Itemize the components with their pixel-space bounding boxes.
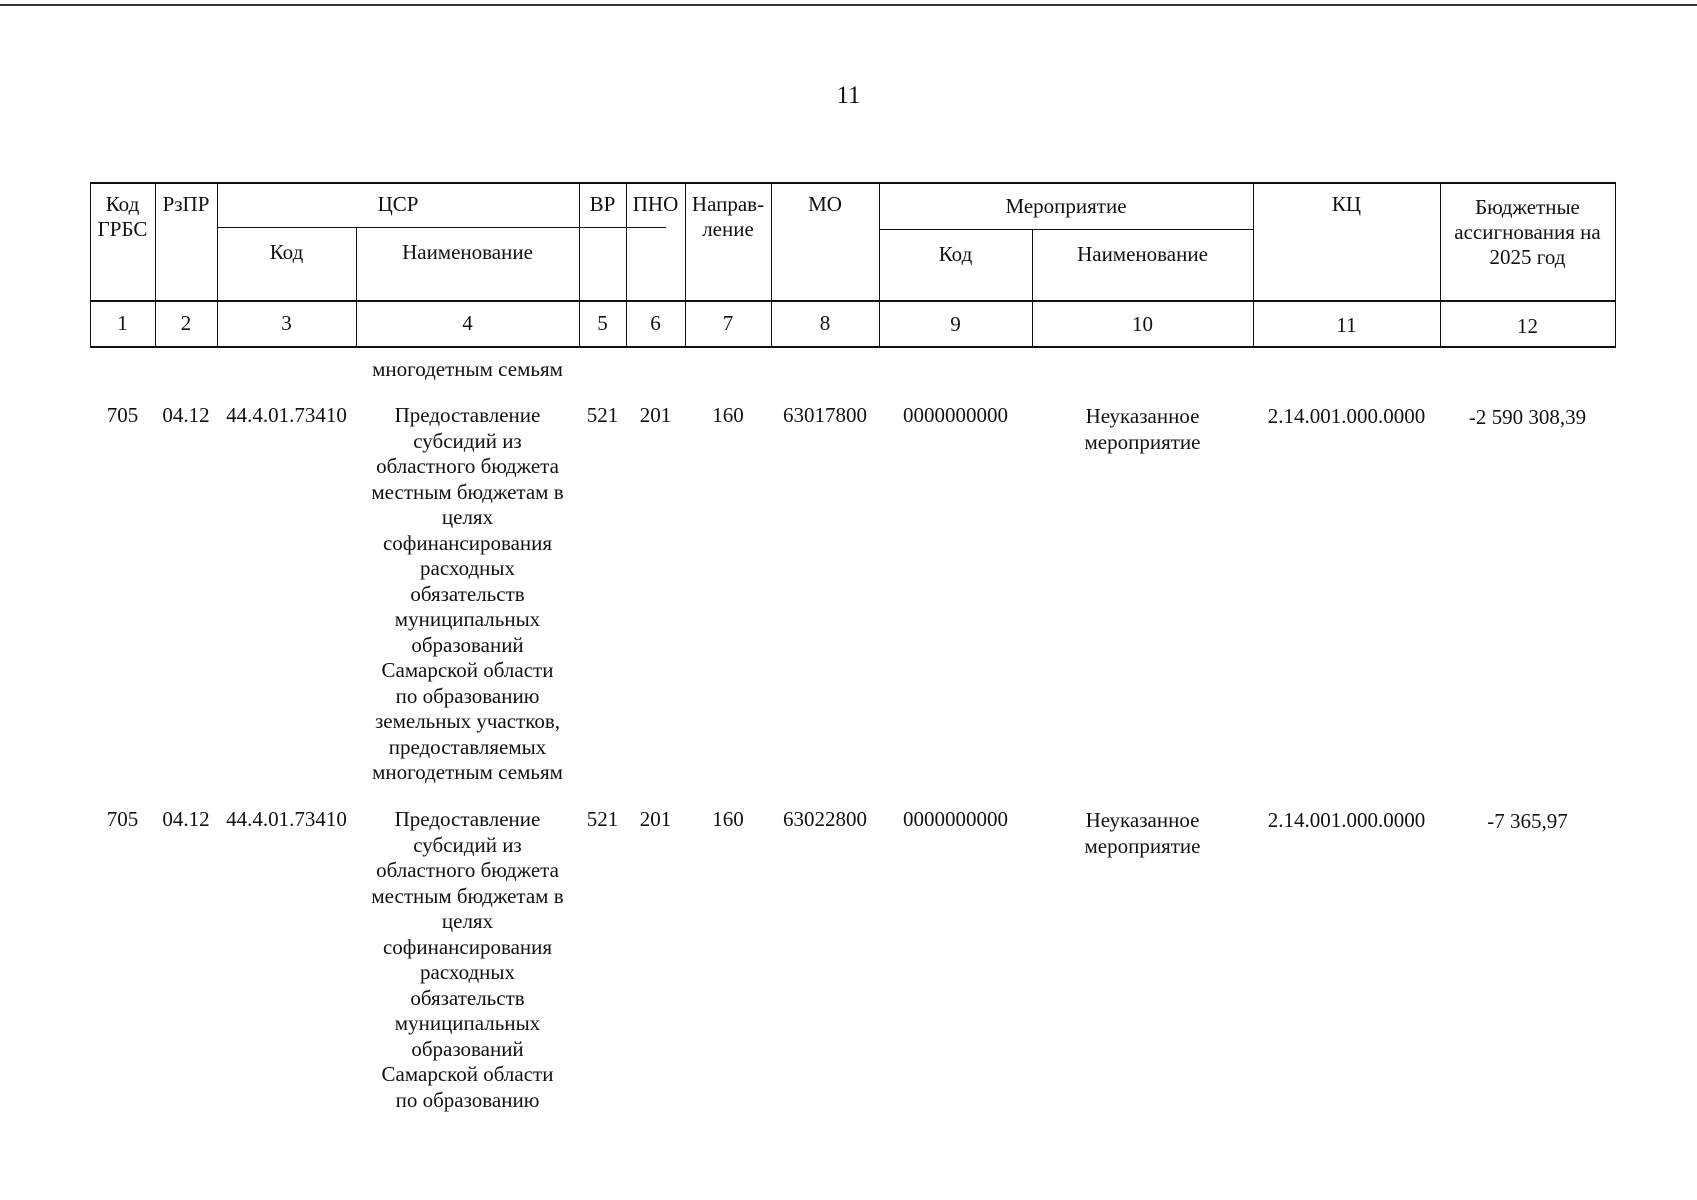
cell-kc: 2.14.001.000.0000 xyxy=(1267,808,1426,832)
cell-vr: 521 xyxy=(586,403,619,427)
header-csr-name: Наименование xyxy=(402,240,533,264)
cell-csr-name: Предоставление субсидий из областного бюджета местным бюджетам в целях софинансирования расходных обязательств муниципальных образований Самарской области по образованию земельных участков, предоставляемых многодетным семьям xyxy=(371,403,564,784)
col-number: 4 xyxy=(462,311,473,335)
col-number: 7 xyxy=(722,311,734,335)
page-number: 11 xyxy=(836,82,861,109)
header-meropriyatie: Мероприятие xyxy=(1005,194,1127,218)
cell-amount: -7 365,97 xyxy=(1487,809,1568,833)
cell-mer-code: 0000000000 xyxy=(903,403,1008,427)
header-csr: ЦСР xyxy=(377,192,419,216)
col-number: 5 xyxy=(597,311,608,335)
col-number: 9 xyxy=(950,312,961,336)
header-napravlenie: Направ- ление xyxy=(691,192,765,241)
cell-pno: 201 xyxy=(639,807,672,831)
header-top-border xyxy=(90,182,1616,184)
cell-mer-name: Неуказанное мероприятие xyxy=(1084,808,1201,858)
cell-rzpr: 04.12 xyxy=(162,807,210,831)
header-vr: ВР xyxy=(589,192,616,216)
col-number: 2 xyxy=(180,311,192,335)
continued-csr-name: многодетным семьям xyxy=(372,357,563,381)
cell-napr: 160 xyxy=(712,807,744,831)
vline xyxy=(1615,182,1616,348)
cell-grbs: 705 xyxy=(106,807,139,831)
header-kc: КЦ xyxy=(1331,192,1362,216)
header-mer-name: Наименование xyxy=(1077,242,1208,266)
col-number: 1 xyxy=(117,311,128,335)
header-csr-kod: Код xyxy=(269,240,304,264)
header-kod-grbs: Код ГРБС xyxy=(97,192,148,241)
top-rule xyxy=(0,4,1697,6)
cell-mer-code: 0000000000 xyxy=(903,807,1008,831)
csr-split-line xyxy=(217,227,666,228)
cell-csr-code: 44.4.01.73410 xyxy=(226,403,347,427)
table-body xyxy=(90,348,1616,1200)
cell-rzpr: 04.12 xyxy=(162,403,210,427)
col-number: 8 xyxy=(819,311,831,335)
col-number: 12 xyxy=(1517,314,1538,338)
cell-kc: 2.14.001.000.0000 xyxy=(1267,404,1426,428)
header-rzpr: РзПР xyxy=(162,192,210,216)
header-mer-kod: Код xyxy=(938,242,973,266)
header-pno: ПНО xyxy=(632,192,679,216)
cell-csr-name: Предоставление субсидий из областного бюджета местным бюджетам в целях софинансирования расходных обязательств муниципальных образований Самарской области по образованию xyxy=(371,807,564,1112)
col-number: 10 xyxy=(1132,312,1153,336)
cell-mer-name: Неуказанное мероприятие xyxy=(1084,404,1201,454)
cell-mo: 63017800 xyxy=(783,403,867,427)
header-budget: Бюджетные ассигнования на 2025 год xyxy=(1454,195,1601,269)
table-header xyxy=(90,182,1616,348)
col-number: 6 xyxy=(650,311,661,335)
header-mid-border xyxy=(90,300,1616,302)
header-mo: МО xyxy=(808,192,842,216)
meropriyatie-split-line xyxy=(879,229,1253,230)
col-number: 3 xyxy=(281,311,292,335)
cell-csr-code: 44.4.01.73410 xyxy=(226,807,347,831)
col-number: 11 xyxy=(1336,313,1357,337)
cell-grbs: 705 xyxy=(106,403,139,427)
cell-napr: 160 xyxy=(712,403,744,427)
cell-vr: 521 xyxy=(586,807,619,831)
cell-amount: -2 590 308,39 xyxy=(1468,405,1587,429)
cell-mo: 63022800 xyxy=(783,807,867,831)
cell-pno: 201 xyxy=(639,403,672,427)
